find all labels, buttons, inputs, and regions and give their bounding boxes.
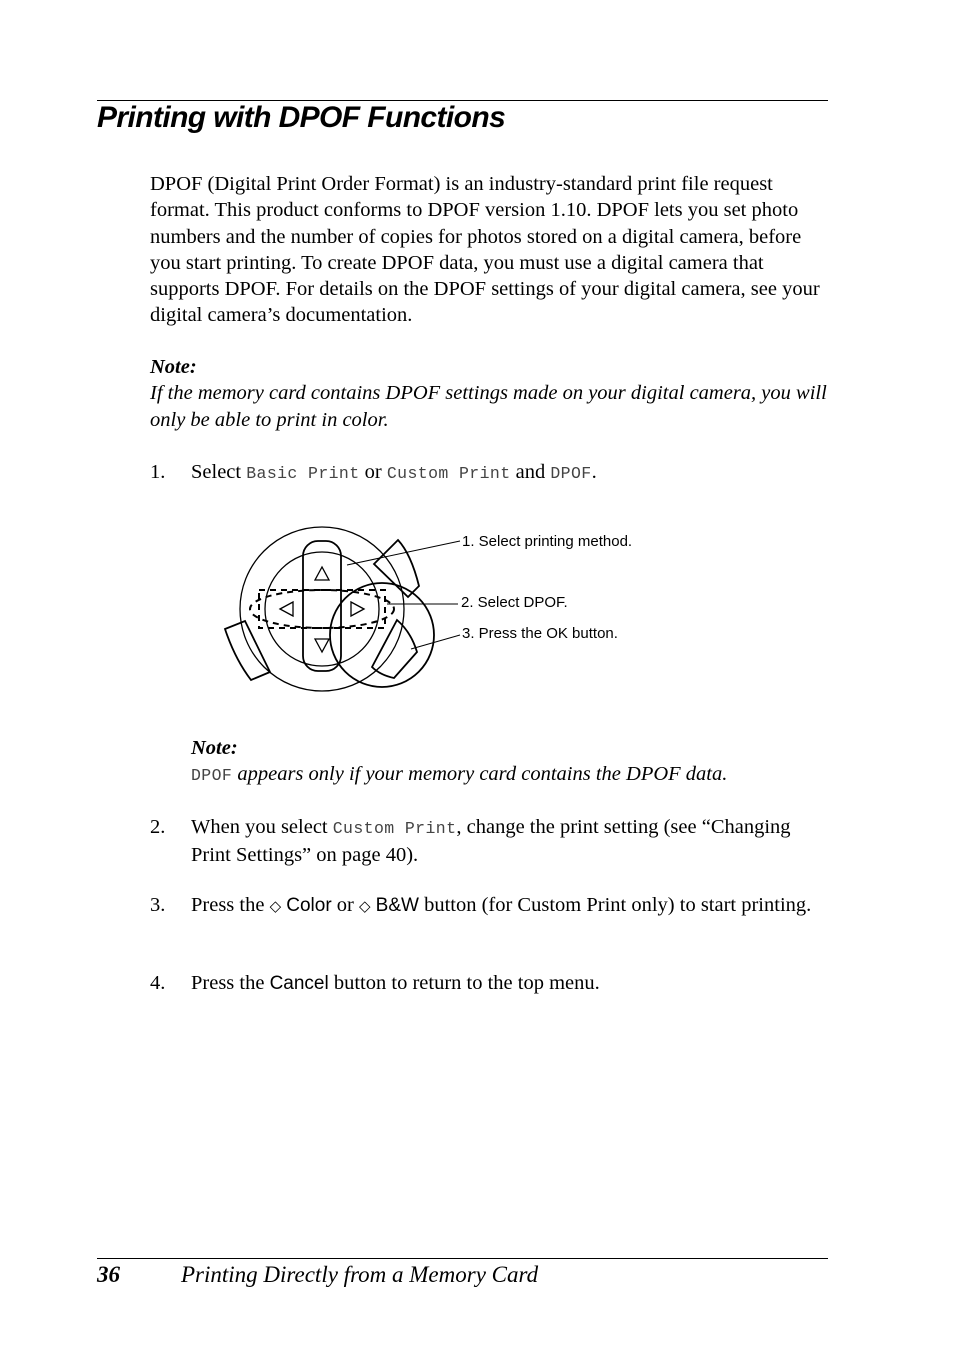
left-arrow-icon (280, 602, 293, 616)
note-1-text: If the memory card contains DPOF settings made on your digital camera, you will only be able to print in color. (150, 382, 827, 431)
step-3-text (191, 892, 830, 920)
step-2-suffix: , change the print setting (see “Changing Print Settings” on page 40). (191, 816, 791, 867)
down-arrow-icon (315, 639, 329, 652)
note-1 (150, 354, 830, 433)
callout-3: 3. Press the OK button. (462, 625, 618, 642)
step-2-prefix: When you select (191, 816, 328, 838)
page-title: Printing with DPOF Functions (97, 101, 506, 134)
step-1-select: Select (191, 461, 242, 483)
step-1-number: 1. (150, 461, 166, 483)
lcd-custom-print: Custom Print (386, 464, 511, 483)
callout-1: 1. Select printing method. (462, 533, 633, 550)
step-2-text (191, 814, 830, 869)
note-2-label: Note: (191, 737, 238, 759)
step-1 (150, 459, 830, 487)
up-arrow-icon (315, 567, 329, 580)
step-4-suffix: button to return to the top menu. (333, 972, 600, 994)
dashed-horizontal-pad (259, 590, 385, 628)
step-1-text (191, 459, 830, 487)
step-3-number: 3. (150, 894, 166, 916)
step-3-suffix: button (for Custom Print only) to start printing. (424, 894, 812, 916)
color-button-label: Color (286, 895, 332, 916)
step-3-or: or (336, 894, 354, 916)
bottom-left-button (225, 621, 270, 680)
lcd-custom-print-2: Custom Print (332, 819, 457, 838)
step-1-or: or (364, 461, 382, 483)
callout-2: 2. Select DPOF. (461, 594, 568, 611)
step-2 (150, 814, 830, 869)
step-3 (150, 892, 830, 920)
note-2-text: appears only if your memory card contains the DPOF data. (237, 763, 728, 786)
step-1-period: . (591, 461, 597, 483)
lcd-dpof: DPOF (550, 464, 592, 483)
note-2 (191, 735, 831, 790)
step-4 (150, 970, 830, 997)
step-2-number: 2. (150, 816, 166, 838)
intro-paragraph: DPOF (Digital Print Order Format) is an industry-standard print file request format. This product conforms to DPOF version 1.10. DPOF lets you set photo numbers and the number of copies for photos stored on a digital camera, before you start printing. To create DPOF data, you must use a digital camera that supports DPOF. For details on the DPOF settings of your digital camera, see your digital camera’s documentation. (150, 173, 820, 327)
color-start-icon: ◇ (269, 899, 282, 915)
bw-start-icon: ◇ (358, 899, 371, 915)
bw-button-label: B&W (375, 895, 419, 916)
lcd-dpof-note: DPOF (191, 766, 233, 786)
right-arrow-icon (351, 602, 364, 616)
dashed-ring (250, 590, 394, 628)
step-4-number: 4. (150, 972, 166, 994)
top-right-button (374, 540, 419, 597)
note-2-body (191, 761, 831, 789)
step-4-text (191, 970, 830, 997)
lcd-basic-print: Basic Print (246, 464, 360, 483)
footer-title: Printing Directly from a Memory Card (181, 1262, 539, 1287)
callout-line-3 (411, 635, 460, 649)
page-number: 36 (97, 1262, 120, 1287)
inner-dial (265, 552, 379, 666)
control-panel-diagram (218, 522, 688, 697)
note-1-label: Note: (150, 356, 197, 378)
step-4-prefix: Press the (191, 972, 265, 994)
step-3-prefix: Press the (191, 894, 265, 916)
cancel-button-label: Cancel (269, 973, 329, 994)
step-1-and: and (515, 461, 546, 483)
callout-line-1 (347, 541, 460, 565)
ok-highlight-circle (330, 583, 434, 687)
footer-rule (97, 1258, 828, 1259)
